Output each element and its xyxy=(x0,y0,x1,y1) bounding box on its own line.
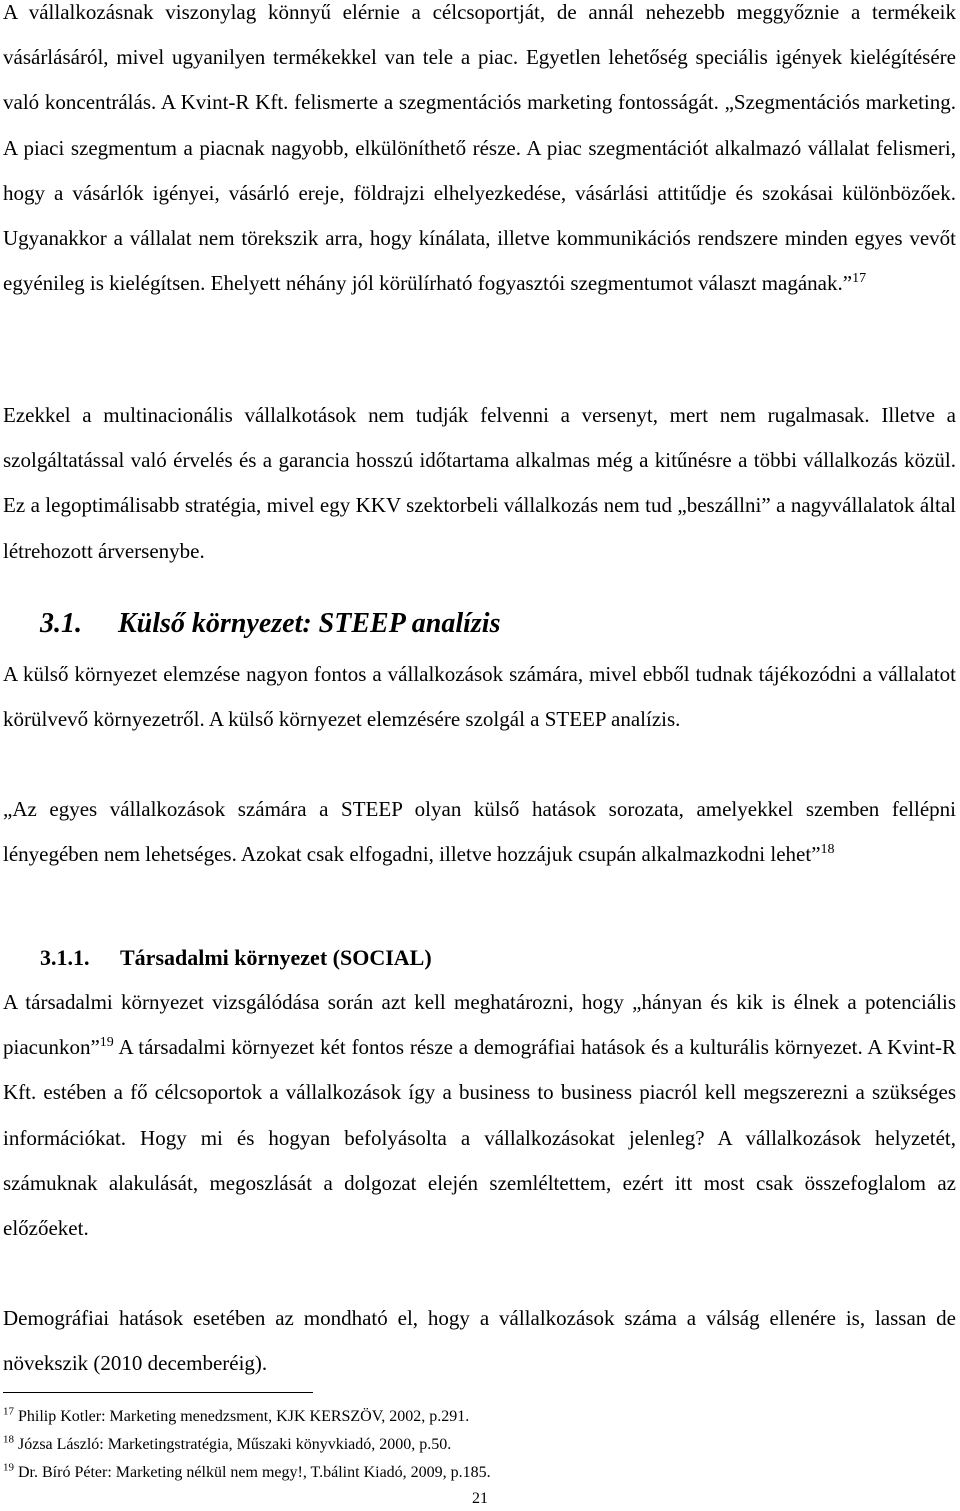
paragraph-text: A vállalkozásnak viszonylag könnyű elérnie a célcsoportját, de annál nehezebb meggyőznie a termékeik vásárlásáról, mivel ugyanilyen termékekkel van tele a piac. Egyetlen lehetőség speciális igények kielégítésére való koncentrálás. A Kvint-R Kft. felismerte a szegmentációs marketing fontosságát. „Szegmentációs marketing. A piaci szegmentum a piacnak nagyobb, elkülöníthető része. A piac szegmentációt alkalmazó vállalat felismeri, hogy a vásárlók igényei, vásárló ereje, földrajzi elhelyezkedése, vásárlási attitűdje és szokásai különbözőek. Ugyanakkor a vállalat nem törekszik arra, hogy kínálata, illetve kommunikációs rendszere minden egyes vevőt egyénileg is kielégítsen. Ehelyett néhány jól körülírható fogyasztói szegmentumot választ magának.” xyxy=(3,0,956,296)
paragraph-segmentation xyxy=(3,0,956,306)
paragraph-social-environment xyxy=(3,980,956,1251)
footnote-number: 17 xyxy=(3,1405,14,1418)
footnote-reference: 18 xyxy=(820,842,835,858)
section-title: Külső környezet: STEEP analízis xyxy=(118,608,501,639)
paragraph-text: „Az egyes vállalkozások számára a STEEP olyan külső hatások sorozata, amelyekkel szemben fellépni lényegében nem lehetséges. Azokat csak elfogadni, illetve hozzájuk csupán alkalmazkodni lehet” xyxy=(3,797,956,867)
subsection-title: Társadalmi környezet (SOCIAL) xyxy=(120,945,432,970)
footnote-19 xyxy=(3,1463,491,1483)
subsection-heading-social xyxy=(40,938,432,978)
paragraph-multinational-competition xyxy=(3,393,956,574)
footnote-17 xyxy=(3,1407,469,1427)
paragraph-external-environment xyxy=(3,652,956,742)
footnote-text: Philip Kotler: Marketing menedzsment, KJK KERSZÖV, 2002, p.291. xyxy=(18,1408,470,1425)
subsection-number: 3.1.1. xyxy=(40,945,90,970)
paragraph-text: A külső környezet elemzése nagyon fontos a vállalkozások számára, mivel ebből tudnak tájékozódni a vállalatot körülvevő környezetről. A külső környezet elemzésére szolgál a STEEP analízis. xyxy=(3,662,956,732)
page-number: 21 xyxy=(472,1490,488,1507)
footnote-number: 18 xyxy=(3,1433,14,1446)
section-heading-steep xyxy=(40,602,500,646)
section-number: 3.1. xyxy=(40,608,82,639)
paragraph-text: Ezekkel a multinacionális vállalkotások nem tudják felvenni a versenyt, mert nem rugalmasak. Illetve a szolgáltatással való érvelés és a garancia hosszú időtartama alkalmas még a kitűnésre a többi vállalkozás közül. Ez a legoptimálisabb stratégia, mivel egy KKV szektorbeli vállalkozás nem tud „beszállni” a nagyvállalatok által létrehozott árversenybe. xyxy=(3,403,956,563)
footnote-18 xyxy=(3,1435,451,1455)
paragraph-text: Demográfiai hatások esetében az mondható el, hogy a vállalkozások száma a válság ellenére is, lassan de növekszik (2010 decemberéig). xyxy=(3,1306,956,1376)
footnote-text: Dr. Bíró Péter: Marketing nélkül nem megy!, T.bálint Kiadó, 2009, p.185. xyxy=(18,1464,491,1481)
footnote-number: 19 xyxy=(3,1461,14,1474)
paragraph-text: A társadalmi környezet vizsgálódása során azt kell meghatározni, hogy „hányan és kik is élnek a potenciális piacunkon” xyxy=(3,990,956,1060)
footnote-reference: 17 xyxy=(852,271,867,287)
footnote-text: Józsa László: Marketingstratégia, Műszaki könyvkiadó, 2000, p.50. xyxy=(18,1436,452,1453)
footnote-reference: 19 xyxy=(99,1035,114,1051)
paragraph-text: A társadalmi környezet két fontos része a demográfiai hatások és a kulturális környezet. A Kvint-R Kft. estében a fő célcsoportok a vállalkozások így a business to business piacról kell megszerezni a szükséges információkat. Hogy mi és hogyan befolyásolta a vállalkozásokat jelenleg? A vállalkozások helyzetét, számuknak alakulását, megoszlását a dolgozat elején szemléltettem, ezért itt most csak összefoglalom az előzőeket. xyxy=(3,1035,956,1241)
footnote-separator xyxy=(3,1392,313,1393)
paragraph-demographics xyxy=(3,1296,956,1386)
paragraph-steep-quote xyxy=(3,787,956,877)
